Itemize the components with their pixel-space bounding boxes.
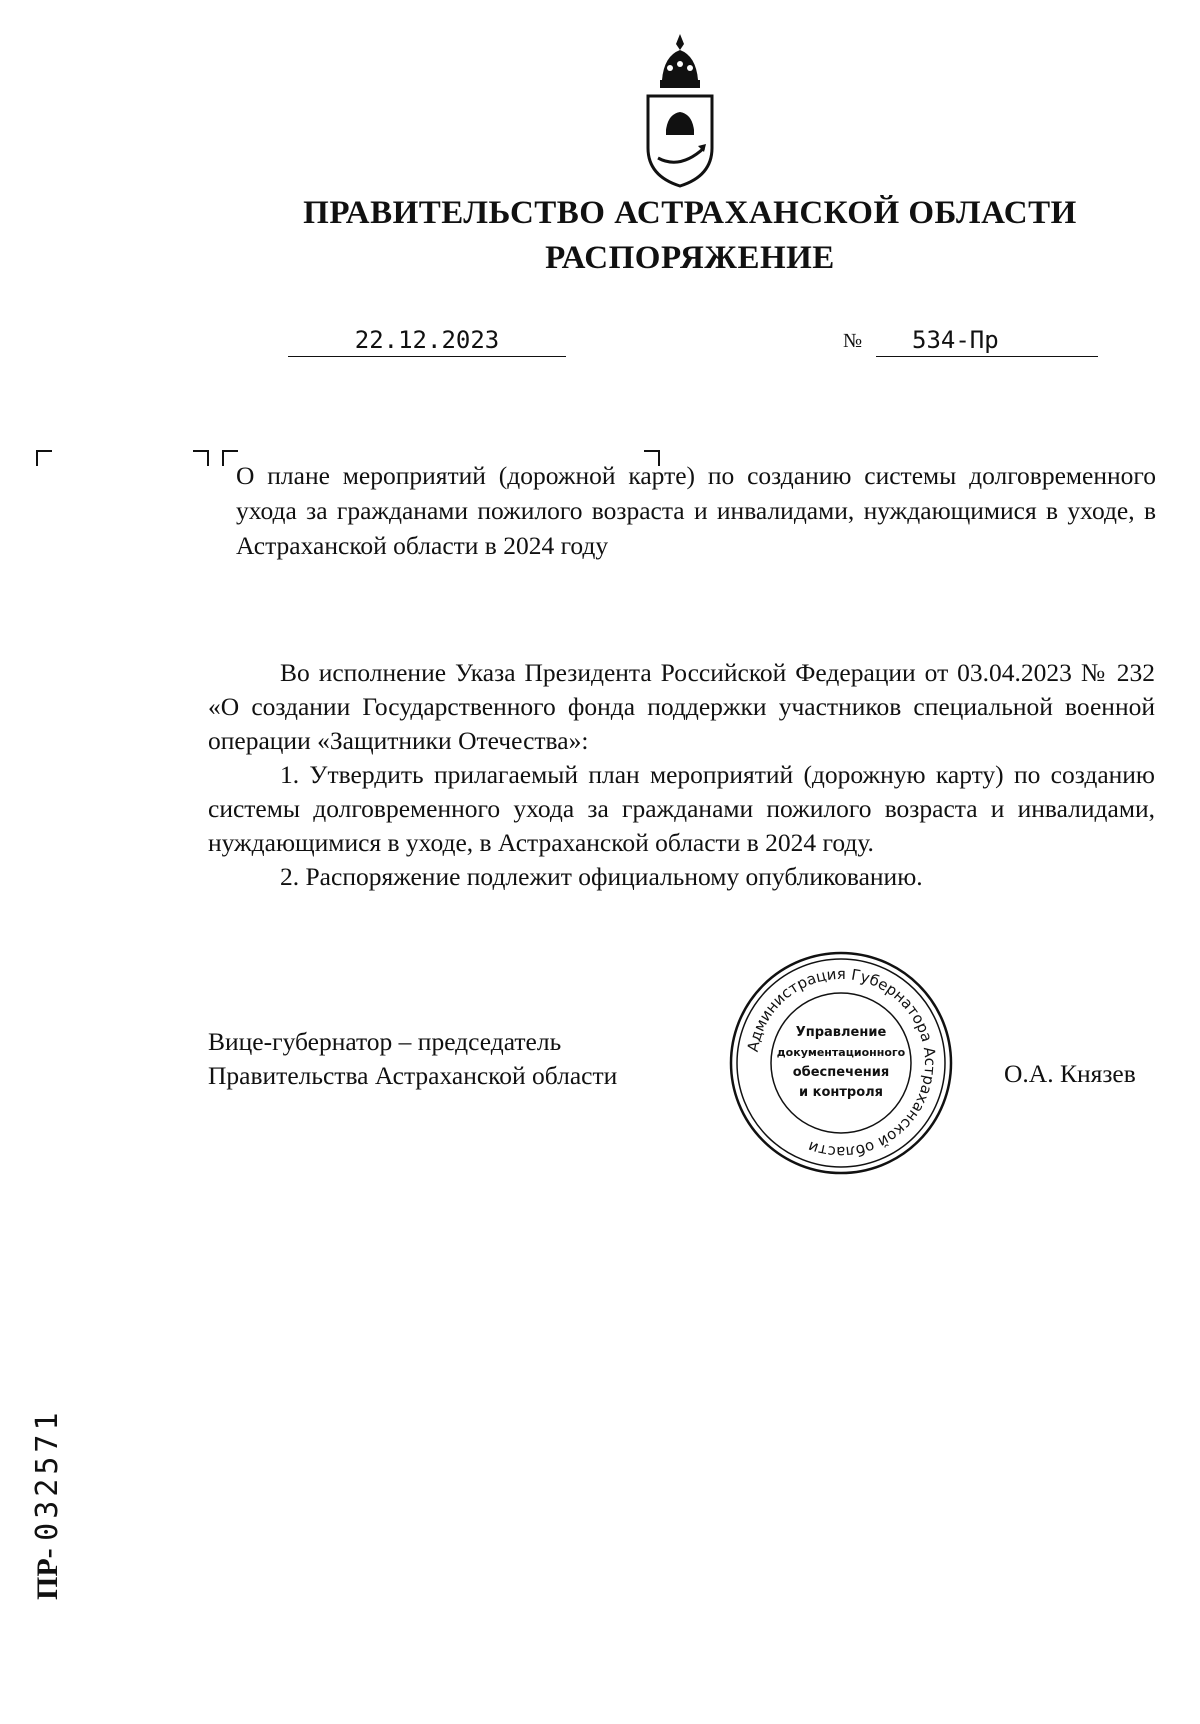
stamp-line: обеспечения (792, 1065, 890, 1080)
signatory-title-line: Вице-губернатор – председатель (208, 1027, 562, 1056)
document-subject: О плане мероприятий (дорожной карте) по созданию системы долговременного ухода за гражданами пожилого возраста и инвалидами, нуждающимися в уходе, в Астраханской области в 2024 году (236, 461, 1156, 560)
signatory-title (208, 1025, 617, 1093)
stamp-line: и контроля (798, 1085, 884, 1100)
body-item-1: 1. Утвердить прилагаемый план мероприятий (дорожную карту) по созданию системы долговременного ухода за гражданами пожилого возраста и инвалидами, нуждающимися в уходе, в Астраханской области в 2024 году. (208, 760, 1155, 857)
signatory-name: О.А. Князев (1004, 1059, 1136, 1088)
document-type: РАСПОРЯЖЕНИЕ (545, 240, 835, 276)
stamp-ring-text: Администрация Губернатора Астраханской области (743, 964, 940, 1162)
document-number-line (876, 326, 1098, 357)
registry-digits: 032571 (30, 1408, 65, 1541)
margin-corner-mark (36, 450, 52, 466)
body-item-2: 2. Распоряжение подлежит официальному опубликованию. (280, 862, 923, 891)
government-title: ПРАВИТЕЛЬСТВО АСТРАХАНСКОЙ ОБЛАСТИ (303, 195, 1077, 231)
svg-text:Администрация Губернатора Астр (744, 965, 939, 1161)
signatory-title-line: Правительства Астраханской области (208, 1061, 618, 1090)
stamp-line: Управление (795, 1025, 887, 1040)
number-sign: № (843, 330, 863, 352)
registry-prefix: ПР- (31, 1548, 64, 1600)
stamp-line: документационного (776, 1046, 906, 1059)
document-number: 534-Пр (912, 326, 999, 354)
body-intro-paragraph: Во исполнение Указа Президента Российской Федерации от 03.04.2023 № 232 «О создании Государственного фонда поддержки участников специальной военной операции «Защитники Отечества»: (208, 658, 1155, 755)
official-stamp (728, 950, 954, 1176)
subject-corner-mark (193, 450, 209, 466)
registry-number (30, 1408, 65, 1600)
document-body (208, 656, 1155, 894)
coat-of-arms-emblem (640, 30, 720, 190)
document-date: 22.12.2023 (288, 326, 566, 357)
